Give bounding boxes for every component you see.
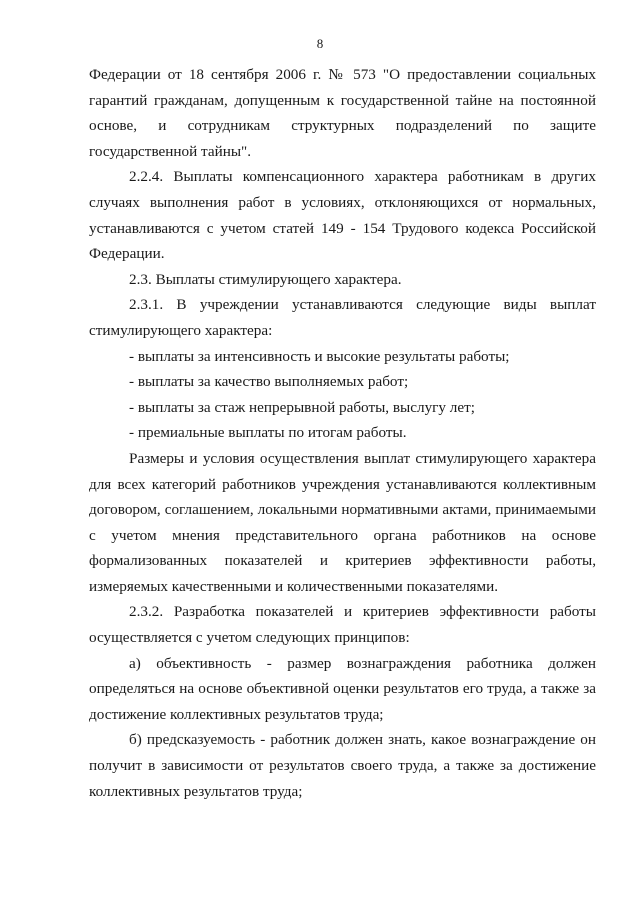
paragraph-sizes-conditions: Размеры и условия осуществления выплат стимулирующего характера для всех категорий работников учреждения устанавливаются коллективным договором, соглашением, локальными нормативными актами, принимаемыми с учетом мнения представительного органа работников на основе формализованных показателей и критериев эффективности работы, измеряемых качественными и количественными показателями. xyxy=(89,449,596,595)
principle-objectivity: а) объективность - размер вознаграждения работника должен определяться на основе объективной оценки результатов его труда, а также за достижение коллективных результатов труда; xyxy=(89,654,596,723)
list-item-quality: - выплаты за качество выполняемых работ; xyxy=(129,373,409,391)
paragraph-2-2-4: 2.2.4. Выплаты компенсационного характера работникам в других случаях выполнения работ в условиях, отклоняющихся от нормальных, устанавливаются с учетом статей 149 - 154 Трудового кодекса Российской Федерации. xyxy=(89,168,596,263)
paragraph-2-3-heading: 2.3. Выплаты стимулирующего характера. xyxy=(129,270,402,288)
paragraph-2-3-1: 2.3.1. В учреждении устанавливаются следующие виды выплат стимулирующего характера: xyxy=(89,296,596,339)
paragraph-2-3-2: 2.3.2. Разработка показателей и критериев эффективности работы осуществляется с учетом следующих принципов: xyxy=(89,603,596,647)
paragraph-continuation: Федерации от 18 сентября 2006 г. № 573 "О предоставлении социальных гарантий гражданам, допущенным к государственной тайне на постоянной основе, и сотрудникам структурных подразделений по защите государственной тайны". xyxy=(89,66,596,160)
list-item-bonus: - премиальные выплаты по итогам работы. xyxy=(129,424,407,442)
principle-predictability: б) предсказуемость - работник должен знать, какое вознаграждение он получит в зависимости от результатов своего труда, а также за достижение коллективных результатов труда; xyxy=(89,731,596,800)
list-item-seniority: - выплаты за стаж непрерывной работы, выслугу лет; xyxy=(129,398,475,416)
page-number: 8 xyxy=(316,36,324,51)
document-body xyxy=(89,62,596,804)
list-item-intensity: - выплаты за интенсивность и высокие результаты работы; xyxy=(129,347,510,365)
